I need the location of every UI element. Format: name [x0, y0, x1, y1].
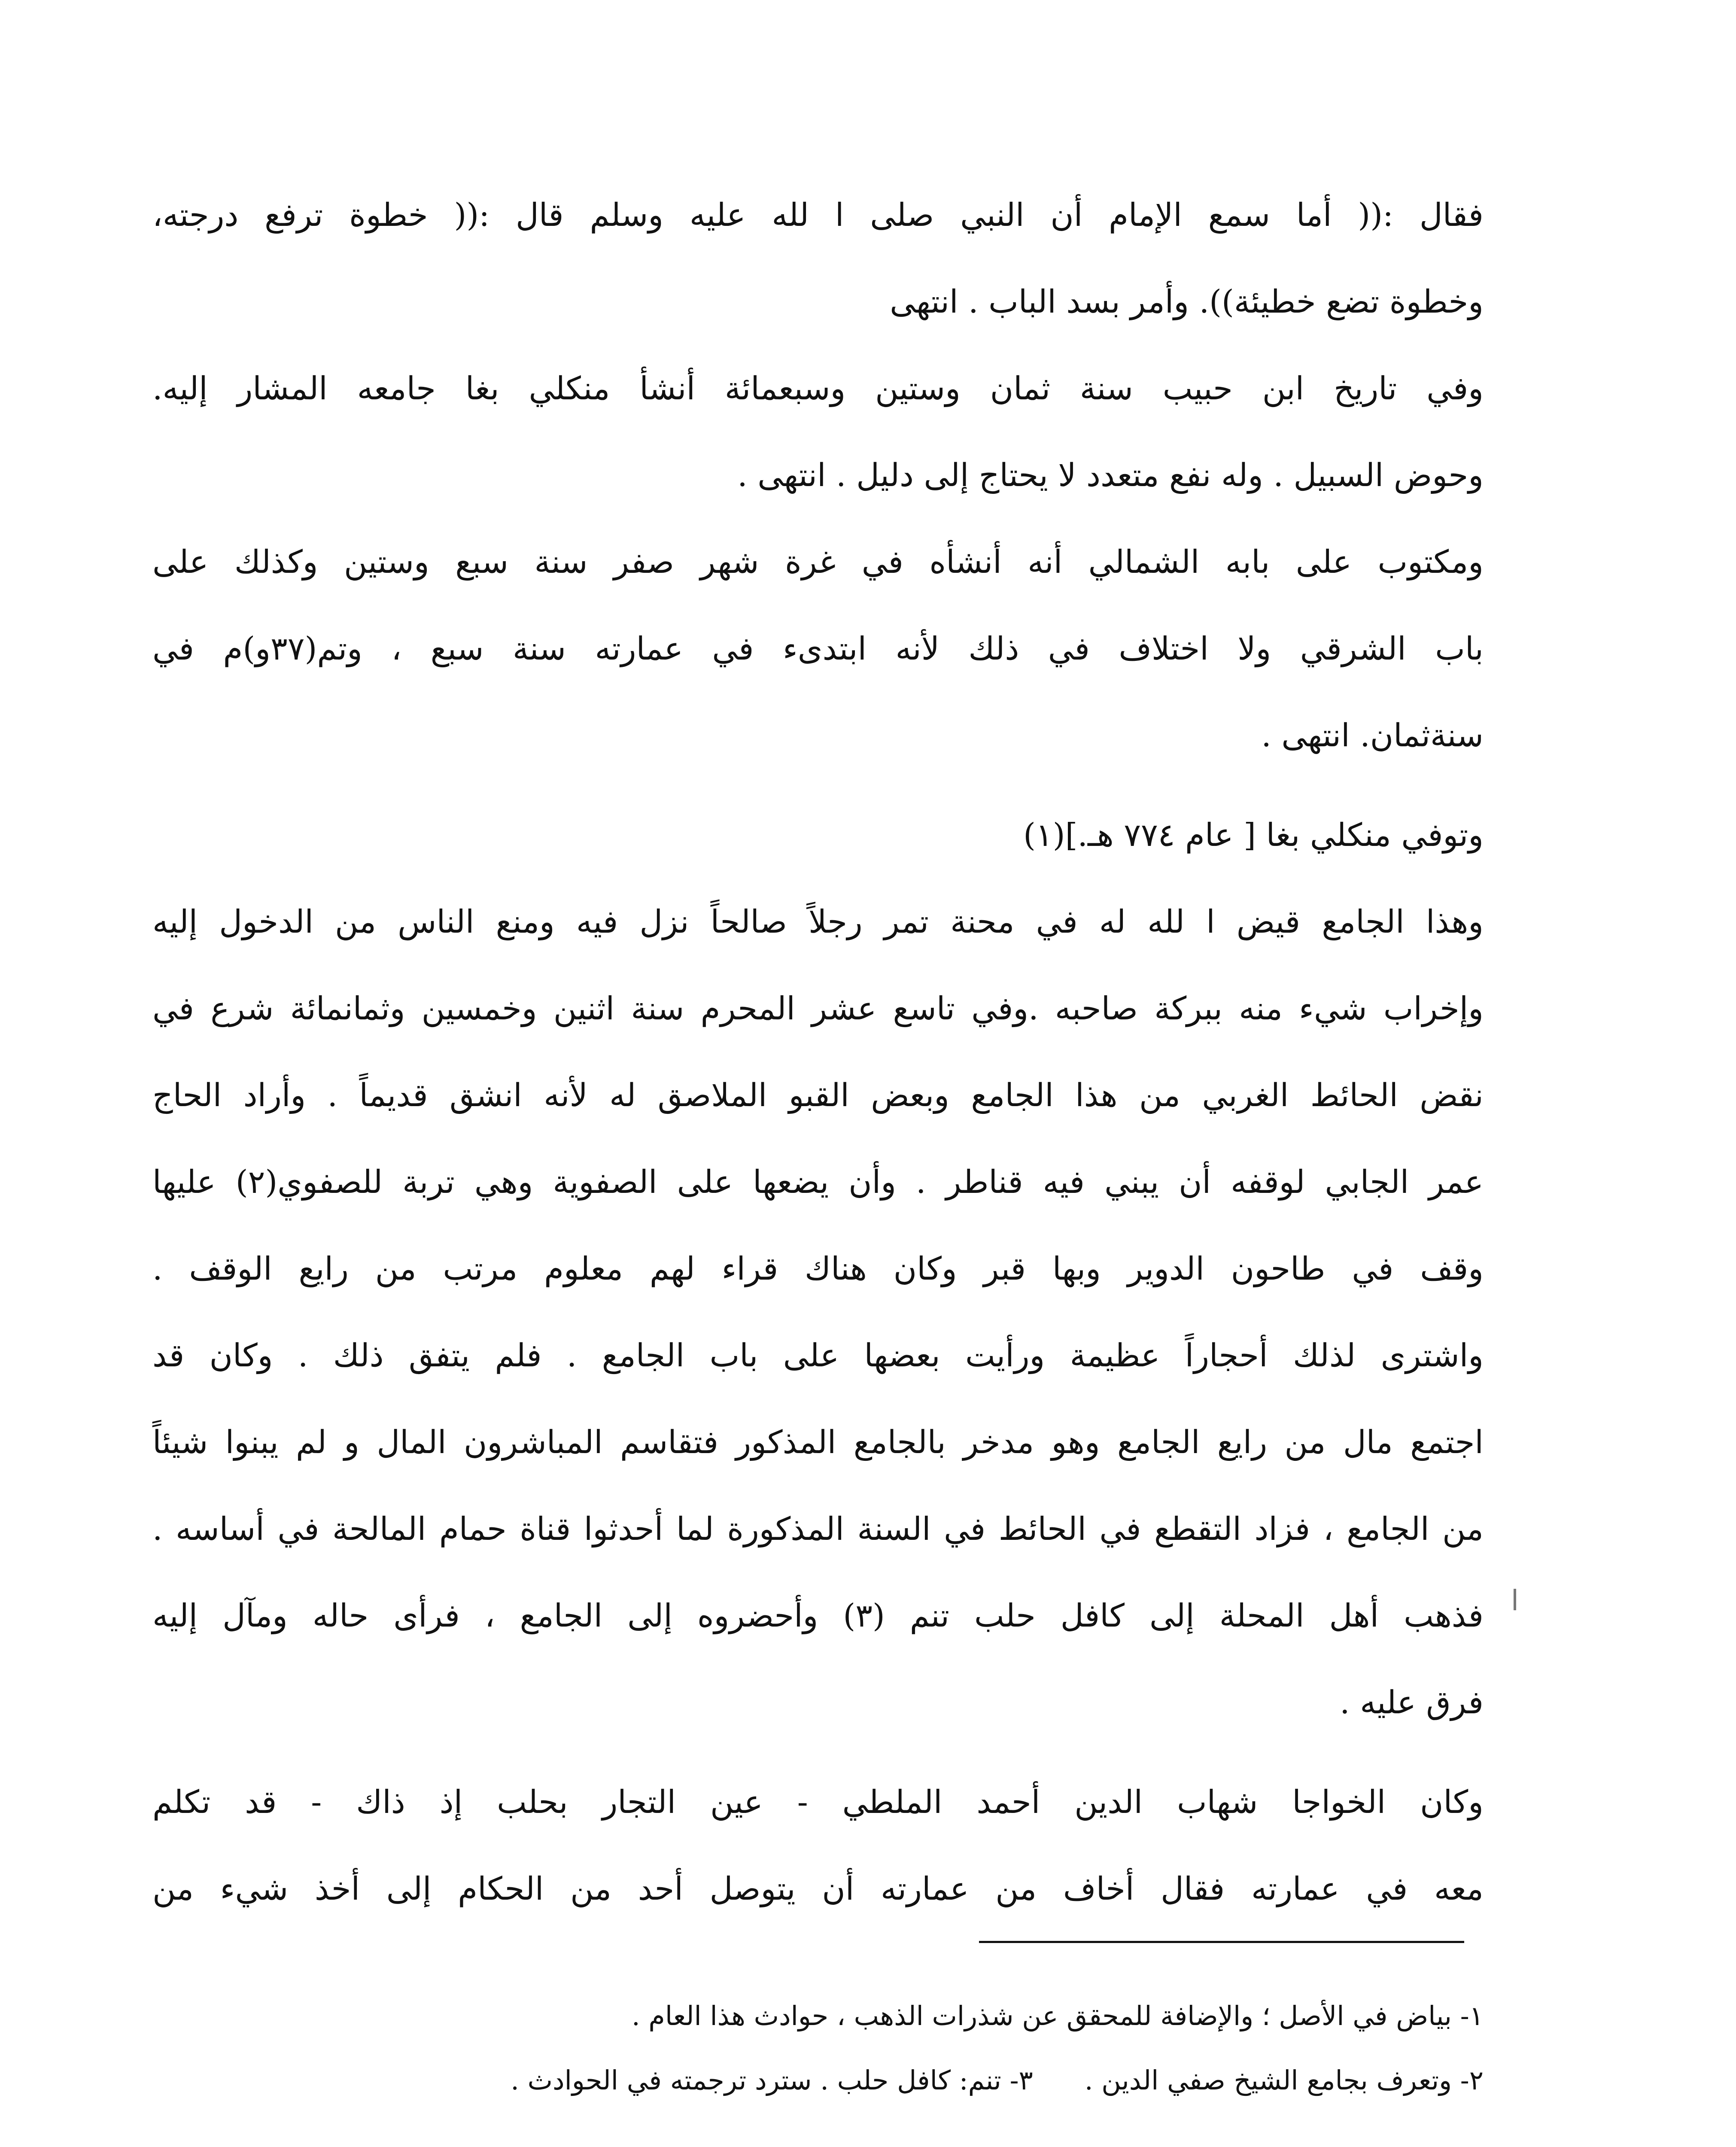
text-line: اجتمع مال من رايع الجامع وهو مدخر بالجامع المذكور فتقاسم المباشرون المال و لم يبنوا شيئاً: [152, 1424, 1484, 1461]
text-line: فذهب أهل المحلة إلى كافل حلب تنم (٣) وأحضروه إلى الجامع ، فرأى حاله ومآل إليه: [152, 1597, 1484, 1634]
paragraph: [152, 792, 1484, 879]
text-line: وقف في طاحون الدوير وبها قبر وكان هناك قراء لهم معلوم مرتب من رايع الوقف .: [152, 1250, 1484, 1287]
paragraph: [152, 345, 1484, 519]
text-line: من الجامع ، فزاد التقطع في الحائط في السنة المذكورة لما أحدثوا قناة حمام المالحة في أساسه .: [152, 1511, 1484, 1548]
text-line: وإخراب شيء منه ببركة صاحبه .وفي تاسع عشر المحرم سنة اثنين وخمسين وثمانمائة شرع في: [152, 990, 1484, 1027]
margin-mark: [1514, 1589, 1516, 1610]
main-text: [152, 172, 1484, 1932]
text-line: فرق عليه .: [1340, 1684, 1484, 1721]
text-line: وفي تاريخ ابن حبيب سنة ثمان وستين وسبعمائة أنشأ منكلي بغا جامعه المشار إليه.: [152, 370, 1484, 407]
footnote-separator: [979, 1941, 1464, 1943]
text-line: معه في عمارته فقال أخاف من عمارته أن يتوصل أحد من الحكام إلى أخذ شيء من: [152, 1870, 1484, 1907]
footnote-3: ٣- تنم: كافل حلب . سترد ترجمته في الحوادث .: [511, 2065, 1033, 2096]
text-line: وخطوة تضع خطيئة)). وأمر بسد الباب . انتهى: [890, 283, 1484, 320]
paragraph: [152, 879, 1484, 1746]
text-line: وكان الخواجا شهاب الدين أحمد الملطي - عين التجار بحلب إذ ذاك - قد تكلم: [152, 1784, 1484, 1821]
paragraph: [152, 519, 1484, 779]
text-line: نقض الحائط الغربي من هذا الجامع وبعض القبو الملاصق له لأنه انشق قديماً . وأراد الحاج: [152, 1077, 1484, 1114]
text-line: فقال :(( أما سمع الإمام أن النبي صلى ا لله عليه وسلم قال :(( خطوة ترفع درجته،: [152, 197, 1484, 234]
footnotes: [152, 1984, 1484, 2113]
text-line: باب الشرقي ولا اختلاف في ذلك لأنه ابتدىء في عمارته سنة سبع ، وتم(٣٧و)م في: [152, 630, 1484, 667]
text-line: واشترى لذلك أحجاراً عظيمة ورأيت بعضها على باب الجامع . فلم يتفق ذلك . وكان قد: [152, 1337, 1484, 1374]
paragraph: [152, 1759, 1484, 1932]
text-line: وهذا الجامع قيض ا لله له في محنة تمر رجلاً صالحاً نزل فيه ومنع الناس من الدخول إليه: [152, 903, 1484, 940]
text-line: سنةثمان. انتهى .: [1261, 717, 1484, 754]
footnote-line: [152, 1984, 1484, 2048]
footnote-2: ٢- وتعرف بجامع الشيخ صفي الدين .: [1084, 2065, 1484, 2096]
paragraph: [152, 172, 1484, 345]
text-line: عمر الجابي لوقفه أن يبني فيه قناطر . وأن يضعها على الصفوية وهي تربة للصفوي(٢) عليها: [152, 1164, 1484, 1201]
text-line: وحوض السبيل . وله نفع متعدد لا يحتاج إلى دليل . انتهى .: [737, 457, 1484, 494]
text-line: وتوفي منكلي بغا [ عام ٧٧٤ هـ.](١): [1023, 817, 1484, 854]
text-line: ومكتوب على بابه الشمالي أنه أنشأه في غرة شهر صفر سنة سبع وستين وكذلك على: [152, 544, 1484, 581]
footnote-1: ١- بياض في الأصل ؛ والإضافة للمحقق عن شذرات الذهب ، حوادث هذا العام .: [632, 2000, 1484, 2031]
footnote-line: [152, 2048, 1484, 2113]
